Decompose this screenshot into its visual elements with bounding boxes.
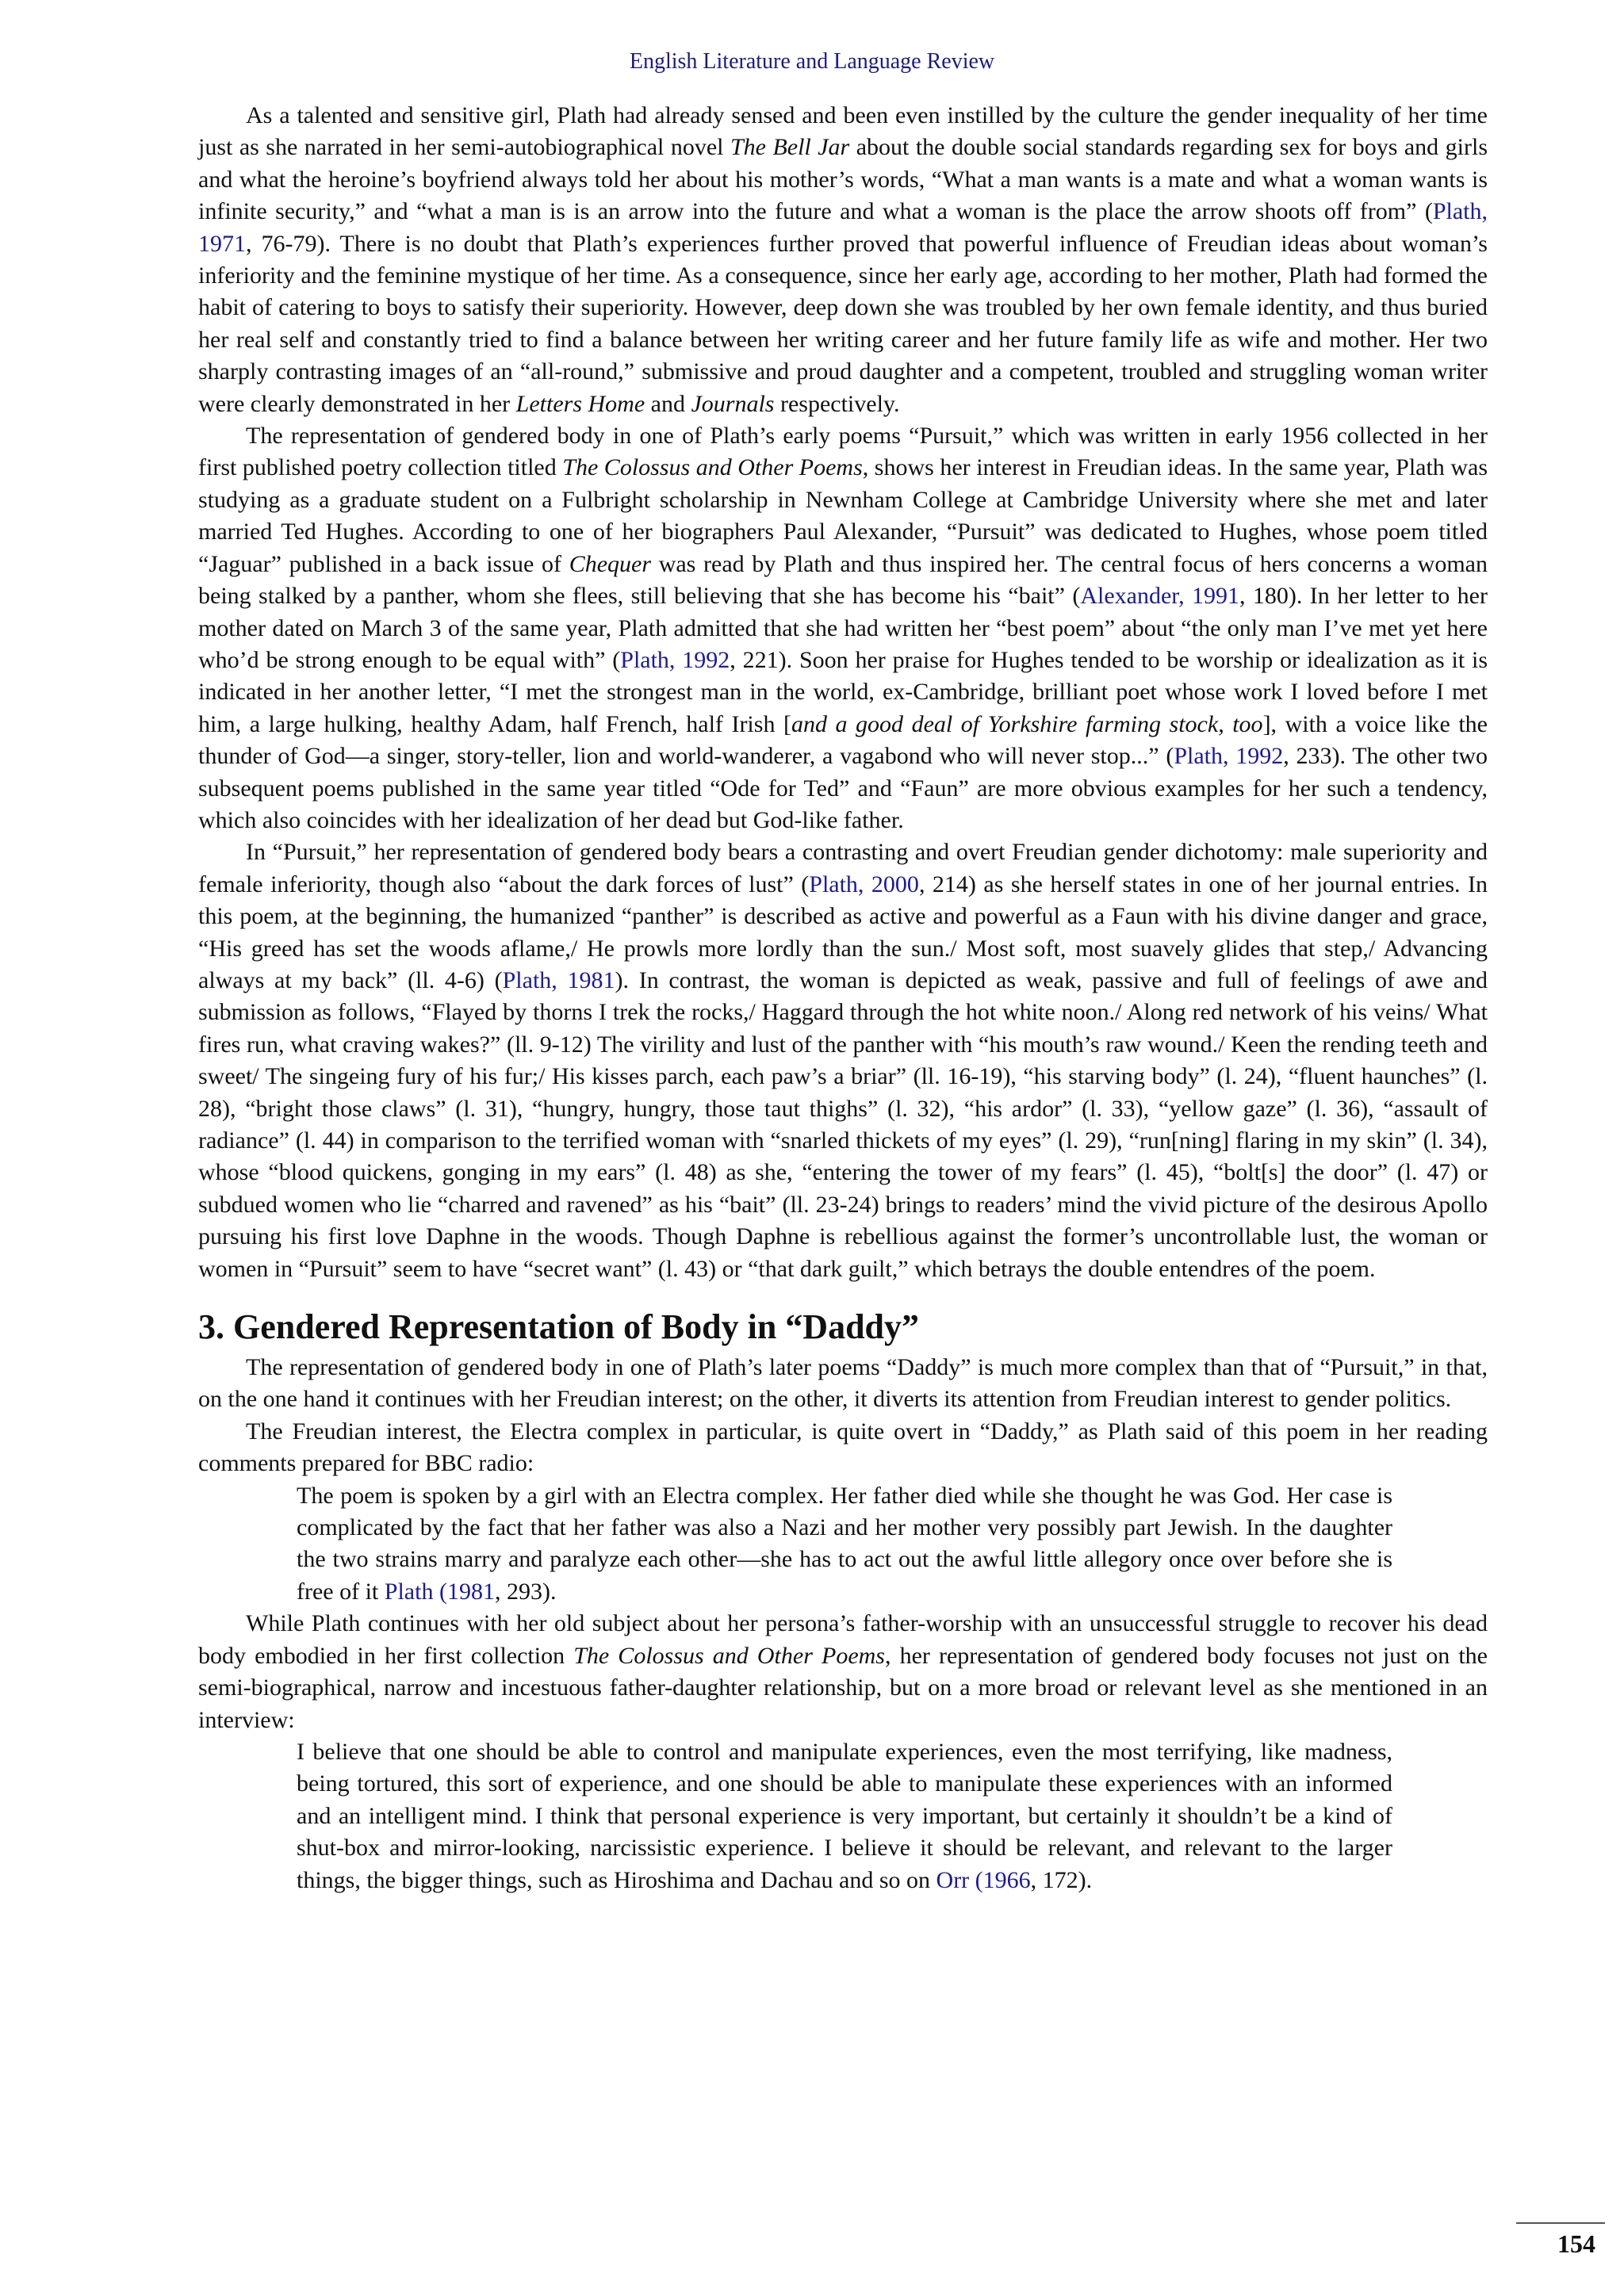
citation-link[interactable]: Plath (1981 bbox=[384, 1578, 495, 1605]
paragraph-4: The representation of gendered body in one of Plath’s later poems “Daddy” is much more complex than that of “Pursuit,” in that, on the one hand it continues with her Freudian interest; on the other, it diverts its attention from Freudian interest to gender politics. bbox=[198, 1354, 1488, 1413]
page-number: 154 bbox=[1557, 2229, 1595, 2258]
paragraph-6: While Plath continues with her old subject about her persona’s father-worship with an unsuccessful struggle to recover his dead body embodied in her first collection The Colossus and Other Poems, her representation of gendered body focuses not just on the semi-biographical, narrow and incestuous father-daughter relationship, but on a more broad or relevant level as she mentioned in an interview: bbox=[198, 1610, 1488, 1733]
citation-link[interactable]: Plath, 1981 bbox=[502, 966, 615, 993]
block-quote-2: I believe that one should be able to control and manipulate experiences, even the most terrifying, like madness, being tortured, this sort of experience, and one should be able to manipulate these experiences with an informed and an intelligent mind. I think that personal experience is very important, but certainly it shouldn’t be a kind of shut-box and mirror-looking, narcissistic experience. I believe it should be relevant, and relevant to the larger things, the bigger things, such as Hiroshima and Dachau and so on Orr (1966, 172). bbox=[297, 1738, 1392, 1893]
footer-rule bbox=[1516, 2222, 1605, 2224]
article-body bbox=[198, 100, 1488, 1896]
citation-link[interactable]: Plath, 1992 bbox=[1174, 743, 1284, 770]
paragraph-3: In “Pursuit,” her representation of gendered body bears a contrasting and overt Freudian gender dichotomy: male superiority and female inferiority, though also “about the dark forces of lust” (Plath, 2000, 214) as she herself states in one of her journal entries. In this poem, at the beginning, the humanized “panther” is described as active and powerful as a Faun with his divine danger and grace, “His greed has set the woods aflame,/ He prowls more lordly than the sun./ Most soft, most suavely glides that step,/ Advancing always at my back” (ll. 4-6) (Plath, 1981). In contrast, the woman is depicted as weak, passive and full of feelings of awe and submission as follows, “Flayed by thorns I trek the rocks,/ Haggard through the hot white noon./ Along red network of his veins/ What fires run, what craving wakes?” (ll. 9-12) The virility and lust of the panther with “his mouth’s raw wound./ Keen the rending teeth and sweet/ The singeing fury of his fur;/ His kisses parch, each paw’s a briar” (ll. 16-19), “his starving body” (l. 24), “fluent haunches” (l. 28), “bright those claws” (l. 31), “hungry, hungry, those taut thighs” (l. 32), “his ardor” (l. 33), “yellow gaze” (l. 36), “assault of radiance” (l. 44) in comparison to the terrified woman with “snarled thickets of my eyes” (l. 29), “run[ning] flaring in my skin” (l. 34), whose “blood quickens, gonging in my ears” (l. 48) as she, “entering the tower of my fears” (l. 45), “bolt[s] the door” (l. 47) or subdued women who lie “charred and ravened” as his “bait” (ll. 23-24) brings to readers’ mind the vivid picture of the desirous Apollo pursuing his first love Daphne in the woods. Though Daphne is rebellious against the former’s uncontrollable lust, the woman or women in “Pursuit” seem to have “secret want” (l. 43) or “that dark guilt,” which betrays the double entendres of the poem. bbox=[198, 839, 1488, 1282]
block-quote-1: The poem is spoken by a girl with an Electra complex. Her father died while she thought he was God. Her case is complicated by the fact that her father was also a Nazi and her mother very possibly part Jewish. In the daughter the two strains marry and paralyze each other—she has to act out the awful little allegory once over before she is free of it Plath (1981, 293). bbox=[297, 1482, 1392, 1605]
paragraph-5: The Freudian interest, the Electra complex in particular, is quite overt in “Daddy,” as Plath said of this poem in her reading comments prepared for BBC radio: bbox=[198, 1418, 1488, 1477]
journal-header: English Literature and Language Review bbox=[629, 49, 995, 74]
citation-link[interactable]: Plath, 2000 bbox=[809, 871, 919, 897]
citation-link[interactable]: Alexander, 1991 bbox=[1080, 583, 1239, 610]
paragraph-2: The representation of gendered body in one of Plath’s early poems “Pursuit,” which was written in early 1956 collected in her first published poetry collection titled The Colossus and Other Poems, shows her interest in Freudian ideas. In the same year, Plath was studying as a graduate student on a Fulbright scholarship in Newnham College at Cambridge University where she met and later married Ted Hughes. According to one of her biographers Paul Alexander, “Pursuit” was dedicated to Hughes, whose poem titled “Jaguar” published in a back issue of Chequer was read by Plath and thus inspired her. The central focus of hers concerns a woman being stalked by a panther, whom she flees, still believing that she has become his “bait” (Alexander, 1991, 180). In her letter to her mother dated on March 3 of the same year, Plath admitted that she had written her “best poem” about “the only man I’ve met yet here who’d be strong enough to be equal with” (Plath, 1992, 221). Soon her praise for Hughes tended to be worship or idealization as it is indicated in her another letter, “I met the strongest man in the world, ex-Cambridge, brilliant poet whose work I loved before I met him, a large hulking, healthy Adam, half French, half Irish [and a good deal of Yorkshire farming stock, too], with a voice like the thunder of God—a singer, story-teller, lion and world-wanderer, a vagabond who will never stop...” (Plath, 1992, 233). The other two subsequent poems published in the same year titled “Ode for Ted” and “Faun” are more obvious examples for her such a tendency, which also coincides with her idealization of her dead but God-like father. bbox=[198, 423, 1488, 833]
section-heading: 3. Gendered Representation of Body in “Daddy” bbox=[198, 1307, 920, 1347]
citation-link[interactable]: Orr (1966 bbox=[936, 1866, 1031, 1893]
citation-link[interactable]: Plath, 1971 bbox=[198, 198, 1488, 257]
paragraph-1: As a talented and sensitive girl, Plath had already sensed and been even instilled by the culture the gender inequality of her time just as she narrated in her semi-autobiographical novel The Bell Jar about the double social standards regarding sex for boys and girls and what the heroine’s boyfriend always told her about his mother’s words, “What a man wants is a mate and what a woman wants is infinite security,” and “what a man is is an arrow into the future and what a woman is the place the arrow shoots off from” (Plath, 1971, 76-79). There is no doubt that Plath’s experiences further proved that powerful influence of Freudian ideas about woman’s inferiority and the feminine mystique of her time. As a consequence, since her early age, according to her mother, Plath had formed the habit of catering to boys to satisfy their superiority. However, deep down she was troubled by her own female identity, and thus buried her real self and constantly tried to find a balance between her writing career and her future family life as wife and mother. Her two sharply contrasting images of an “all-round,” submissive and proud daughter and a competent, troubled and struggling woman writer were clearly demonstrated in her Letters Home and Journals respectively. bbox=[198, 102, 1488, 417]
citation-link[interactable]: Plath, 1992 bbox=[620, 646, 730, 673]
